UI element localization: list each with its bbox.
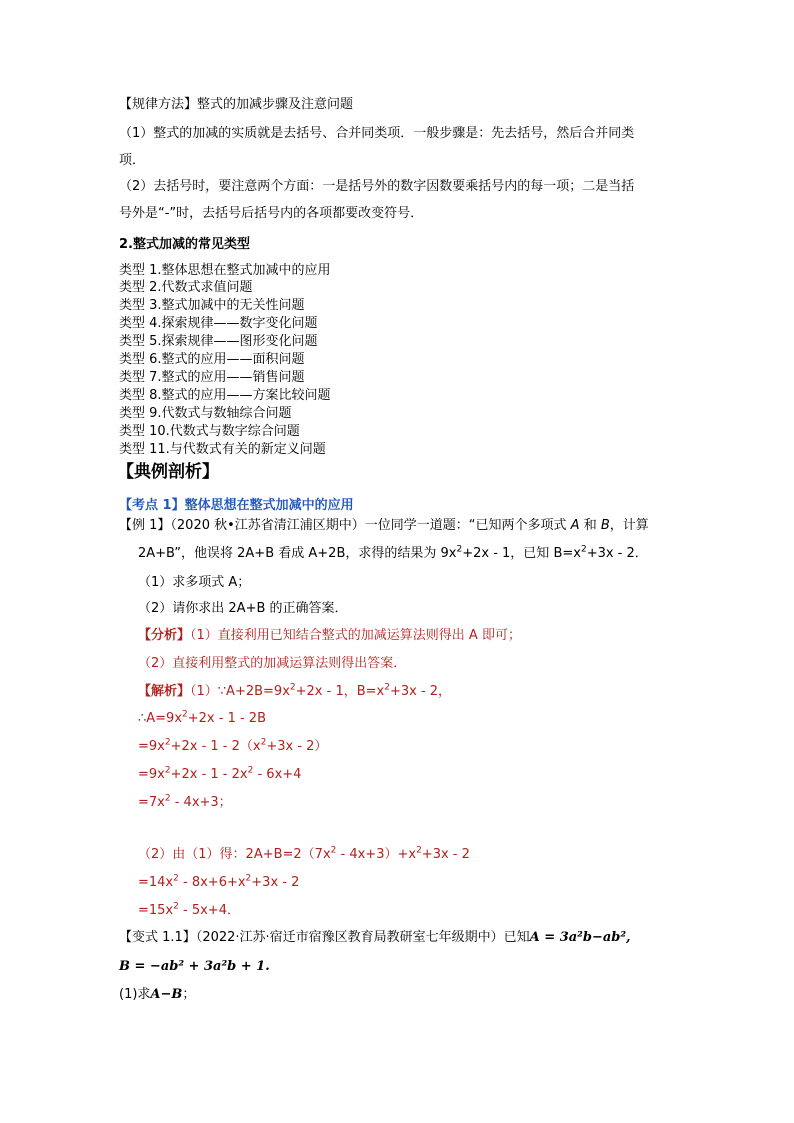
sol-text: +3x - 2） (266, 739, 328, 754)
part2-text: - 4x+3）+x (336, 847, 417, 862)
exponent: 2 (260, 737, 267, 748)
exponent: 2 (164, 737, 171, 748)
part-2-line-2 (138, 874, 299, 892)
analysis-text-1: （1）直接利用已知结合整式的加减运算法则得出 A 即可； (190, 628, 521, 643)
sol-text: =7x (138, 795, 165, 810)
point-1-heading (119, 497, 354, 515)
solution-line-3 (138, 738, 327, 756)
sol-text: +2x - 1，B=x (295, 684, 385, 699)
type-item: 类型 2.代数式求值问题 (119, 280, 253, 295)
sol-text: =9x (138, 739, 165, 754)
var-x: x (448, 546, 457, 561)
example-1-source: （2020 秋•江苏省清江浦区期中）一位同学一道题：“已知两个多项式 (170, 518, 571, 533)
point-1-tag: 【考点 1】 (119, 498, 185, 513)
method-paragraph-2-line-1: （2）去括号时，要注意两个方面：一是括号外的数字因数要乘括号内的每一项；二是当括 (119, 179, 635, 194)
exponent: 2 (164, 765, 171, 776)
expr: 2A+B (237, 546, 275, 561)
expr: B=x (553, 546, 581, 561)
section-2-title: 2.整式加减的常见类型 (119, 237, 250, 252)
exponent: 2 (456, 544, 463, 555)
solution-tag: 【解析】 (138, 684, 191, 699)
variant-1-1-line-1 (119, 929, 631, 947)
part2-text: （2）由（1）得：2A+B=2（7x (138, 847, 331, 862)
sol-text: +2x - 1 - 2（x (170, 739, 261, 754)
sol-text: - 6x+4 (253, 767, 302, 782)
point-1-title: 整体思想在整式加减中的应用 (184, 498, 354, 513)
var-a: A (570, 518, 580, 533)
type-item: 类型 1.整体思想在整式加减中的应用 (119, 263, 331, 278)
part2-text: - 8x+6+x (178, 875, 246, 890)
text: +3x - 2． (586, 546, 648, 561)
q-text: ； (182, 987, 196, 1002)
expr: A+2B (308, 546, 346, 561)
q-text: (1)求 (119, 987, 151, 1002)
type-item: 类型 10.代数式与数字综合问题 (119, 424, 300, 439)
solution-line-1 (138, 683, 451, 701)
part2-text: - 5x+4． (178, 903, 240, 918)
sol-text: - 4x+3； (170, 795, 232, 810)
text: ，求得的结果为 9 (345, 546, 449, 561)
text: +2x - 1，已知 (462, 546, 554, 561)
exponent: 2 (173, 873, 179, 884)
part2-text: =14x (138, 875, 174, 890)
method-paragraph-2-line-2: 号外是“-”时，去括号后括号内的各项都要改变符号． (119, 206, 424, 221)
solution-line-2 (138, 710, 266, 728)
solution-line-5 (138, 794, 232, 812)
exponent: 2 (182, 709, 188, 720)
expr-b-definition: B = −ab² + 3a²b + 1. (119, 959, 270, 974)
type-item: 类型 6.整式的应用——面积问题 (119, 352, 305, 367)
text: 看成 (274, 546, 309, 561)
text-compute: ，计算 (609, 518, 649, 533)
expr-2a-plus-b: 2A+B (138, 546, 175, 561)
type-item: 类型 4.探索规律——数字变化问题 (119, 316, 318, 331)
part2-text: +3x - 2 (421, 847, 470, 862)
part-2-line-1 (138, 846, 470, 864)
expr-a-definition: A = 3a²b−ab², (529, 930, 631, 945)
sol-text: +2x - 1 - 2x (170, 767, 248, 782)
exponent: 2 (416, 845, 422, 856)
sol-text: +2x - 1 - 2B (187, 711, 266, 726)
text: ”，他误将 (174, 546, 238, 561)
exponent: 2 (330, 845, 337, 856)
question-2: （2）请你求出 2A+B 的正确答案． (138, 601, 348, 616)
sol-text: =9x (138, 767, 165, 782)
var-b: B (600, 518, 610, 533)
exponent: 2 (289, 682, 296, 693)
sol-text: ∴A=9x (138, 711, 183, 726)
variant-label: 【变式 1.1】 (119, 930, 196, 945)
exponent: 2 (164, 793, 171, 804)
method-title: 【规律方法】整式的加减步骤及注意问题 (119, 97, 354, 112)
example-1-line-1 (119, 517, 649, 535)
question-1: （1）求多项式 A； (138, 575, 251, 590)
analysis-line-1 (138, 627, 521, 645)
part2-text: =15x (138, 903, 174, 918)
type-item: 类型 9.代数式与数轴综合问题 (119, 406, 292, 421)
part2-text: +3x - 2 (251, 875, 300, 890)
example-1-line-2 (138, 545, 648, 563)
expr-a-minus-b: A−B (150, 987, 183, 1002)
type-item: 类型 3.整式加减中的无关性问题 (119, 298, 305, 313)
type-item: 类型 11.与代数式有关的新定义问题 (119, 442, 326, 457)
example-1-label: 【例 1】 (119, 518, 171, 533)
type-item: 类型 8.整式的应用——方案比较问题 (119, 388, 331, 403)
type-item: 类型 5.探索规律——图形变化问题 (119, 334, 318, 349)
text-and: 和 (579, 518, 601, 533)
method-paragraph-1-line-2: 项． (119, 153, 146, 168)
variant-source: （2022·江苏·宿迁市宿豫区教育局教研室七年级期中）已知 (195, 930, 530, 945)
exponent: 2 (580, 544, 587, 555)
exponent: 2 (384, 682, 390, 693)
variant-question-1 (119, 986, 195, 1004)
analysis-line-2: （2）直接利用整式的加减运算法则得出答案． (138, 656, 407, 671)
type-item: 类型 7.整式的应用——销售问题 (119, 370, 305, 385)
sol-text: （1）∵A+2B=9x (190, 684, 290, 699)
method-paragraph-1-line-1: （1）整式的加减的实质就是去括号、合并同类项．一般步骤是：先去括号，然后合并同类 (119, 126, 635, 141)
exponent: 2 (247, 765, 254, 776)
analysis-heading: 【典例剖析】 (117, 462, 219, 482)
analysis-tag: 【分析】 (138, 628, 191, 643)
solution-line-4 (138, 766, 301, 784)
exponent: 2 (173, 901, 179, 912)
variant-1-1-line-2 (119, 958, 270, 976)
part-2-line-3 (138, 902, 240, 920)
sol-text: +3x - 2， (389, 684, 452, 699)
exponent: 2 (245, 873, 252, 884)
